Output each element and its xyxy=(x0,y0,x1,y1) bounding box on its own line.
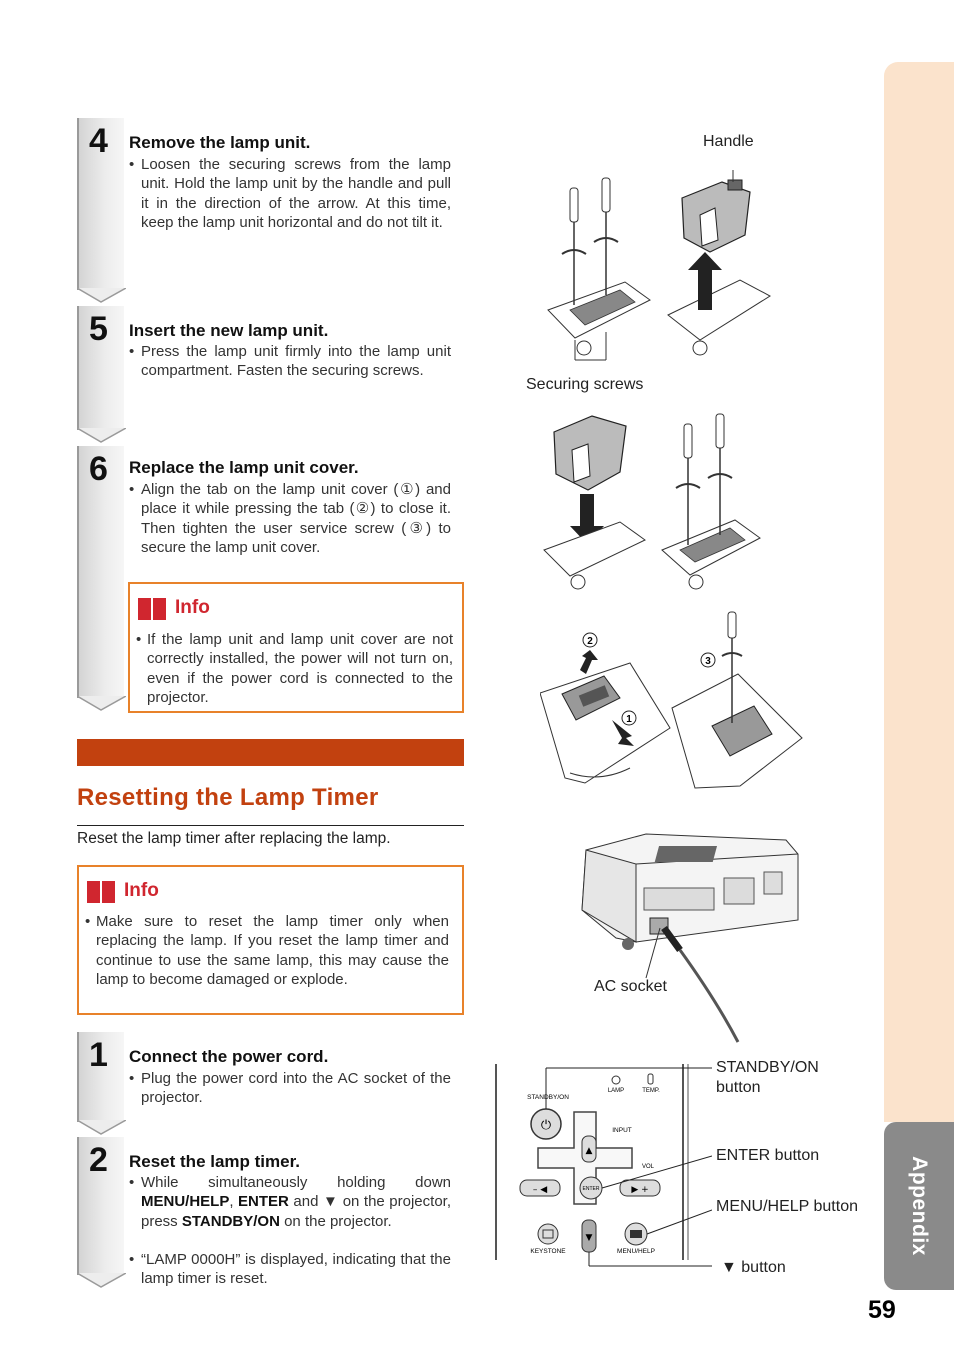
side-band xyxy=(884,62,954,1122)
info-text: • If the lamp unit and lamp unit cover are not correctly installed, the power will not turn on, even if the power cord is connected to the projector. xyxy=(136,631,453,706)
label-handle: Handle xyxy=(703,133,754,150)
step-5-title: Insert the new lamp unit. xyxy=(129,321,329,340)
svg-text:▶ +: ▶ + xyxy=(631,1185,649,1195)
left-button-icon xyxy=(520,1180,560,1196)
section-title: Resetting the Lamp Timer xyxy=(77,784,379,811)
info-heading: Info xyxy=(137,595,210,621)
screwdriver-icon xyxy=(594,178,618,295)
step-2-title: Reset the lamp timer. xyxy=(129,1152,301,1171)
label-enter-button: ENTER button xyxy=(716,1147,820,1164)
step-4-title: Remove the lamp unit. xyxy=(129,133,311,152)
section-bar xyxy=(77,739,464,766)
svg-text:▼: ▼ xyxy=(585,1233,593,1243)
label-down-button: ▼ button xyxy=(721,1259,786,1276)
appendix-tab-label: Appendix xyxy=(908,1156,932,1256)
lamp-indicator-icon xyxy=(612,1076,620,1084)
screwdriver-icon xyxy=(562,188,586,305)
num-2-label: 2 xyxy=(587,636,593,647)
step-1-bullet: • Plug the power cord into the AC socket of the projector. xyxy=(129,1070,451,1107)
right-button-icon xyxy=(620,1180,660,1196)
num-3-label: 3 xyxy=(705,656,711,667)
label-standby-button: STANDBY/ON button xyxy=(716,1059,819,1096)
lamp-unit-illustration xyxy=(682,180,750,252)
panel-vol-label: VOL xyxy=(641,1164,655,1170)
step-arrow-icon xyxy=(77,1120,126,1136)
figure-control-panel xyxy=(490,1060,712,1270)
info-box-lamp-install xyxy=(128,582,464,713)
info-text: • Make sure to reset the lamp timer only when replacing the lamp. If you reset the lamp timer and continue to use the same lamp, this may cause the lamp to become damaged or explode. xyxy=(85,913,449,988)
step-6-tab xyxy=(77,446,124,698)
svg-text:– ◀: – ◀ xyxy=(532,1185,548,1195)
step-5-tab xyxy=(77,306,124,430)
figure-insert-lamp xyxy=(540,410,810,605)
book-icon xyxy=(86,878,116,904)
label-securing-screws: Securing screws xyxy=(526,376,644,393)
step-4-bullet: • Loosen the securing screws from the lamp unit. Hold the lamp unit by the handle and pull it in the direction of the arrow. At this time, keep the lamp unit horizontal and do not tilt it. xyxy=(129,156,451,231)
appendix-tab-label-wrap xyxy=(884,1122,954,1290)
step-arrow-icon xyxy=(77,428,126,444)
keystone-button-icon xyxy=(538,1224,558,1244)
down-button-icon xyxy=(582,1220,596,1252)
step-2-bullet-2: • “LAMP 0000H” is displayed, indicating that the lamp timer is reset. xyxy=(129,1251,451,1288)
panel-temp-label: TEMP. xyxy=(642,1088,660,1094)
screwdriver-icon xyxy=(676,424,700,545)
step-1-number: 1 xyxy=(89,1036,108,1074)
step-2-tab xyxy=(77,1137,124,1275)
step-4-tab xyxy=(77,118,124,290)
projector-illustration xyxy=(582,834,798,950)
down-arrow-icon xyxy=(580,650,598,674)
step-6-title: Replace the lamp unit cover. xyxy=(129,458,359,477)
screwdriver-icon xyxy=(708,414,732,535)
lamp-compartment-illustration xyxy=(548,282,650,355)
step-4-number: 4 xyxy=(89,122,108,160)
panel-enter-label: ENTER xyxy=(582,1186,600,1192)
step-1-title: Connect the power cord. xyxy=(129,1047,329,1066)
up-button-icon xyxy=(582,1136,596,1162)
svg-text:▲: ▲ xyxy=(585,1146,593,1156)
figure-ac-socket xyxy=(576,820,806,1050)
standby-button-icon xyxy=(531,1109,561,1139)
panel-input-label: INPUT xyxy=(612,1127,632,1134)
step-6-bullet: • Align the tab on the lamp unit cover (①) and place it while pressing the tab (②) to close it. Then tighten the user service screw (③) to secure the lamp unit cover. xyxy=(129,481,451,556)
page-number: 59 xyxy=(868,1296,896,1324)
lamp-unit-illustration xyxy=(554,416,626,490)
step-2-bullet-1: • While simultaneously holding down MENU/HELP, ENTER and ▼ on the projector, press STANDBY/ON on the projector. xyxy=(129,1174,451,1230)
panel-lamp-label: LAMP xyxy=(607,1088,625,1094)
step-1-tab xyxy=(77,1032,124,1122)
svg-text:⏻: ⏻ xyxy=(540,1118,552,1133)
info-heading: Info xyxy=(86,878,159,904)
figure-close-cover xyxy=(540,608,815,808)
label-ac-socket: AC socket xyxy=(594,978,667,995)
step-5-bullet: • Press the lamp unit firmly into the lamp unit compartment. Fasten the securing screws. xyxy=(129,343,451,380)
step-arrow-icon xyxy=(77,696,126,712)
section-divider xyxy=(77,825,464,826)
panel-keystone-label: KEYSTONE xyxy=(530,1248,566,1255)
step-arrow-icon xyxy=(77,288,126,304)
figure-remove-lamp xyxy=(540,170,810,370)
num-1-label: 1 xyxy=(626,714,632,725)
step-5-number: 5 xyxy=(89,310,108,348)
menu-help-button-icon xyxy=(625,1223,647,1245)
power-cord-icon xyxy=(664,928,738,1042)
book-icon xyxy=(137,595,167,621)
section-intro: Reset the lamp timer after replacing the lamp. xyxy=(77,830,391,847)
panel-menu-help-label: MENU/HELP xyxy=(617,1248,655,1255)
panel-standby-label: STANDBY/ON xyxy=(527,1094,569,1101)
step-2-number: 2 xyxy=(89,1141,108,1179)
step-arrow-icon xyxy=(77,1273,126,1289)
temp-indicator-icon xyxy=(648,1074,653,1084)
label-menu-help-button: MENU/HELP button xyxy=(716,1198,858,1215)
info-box-reset-warning xyxy=(77,865,464,1015)
step-6-number: 6 xyxy=(89,450,108,488)
